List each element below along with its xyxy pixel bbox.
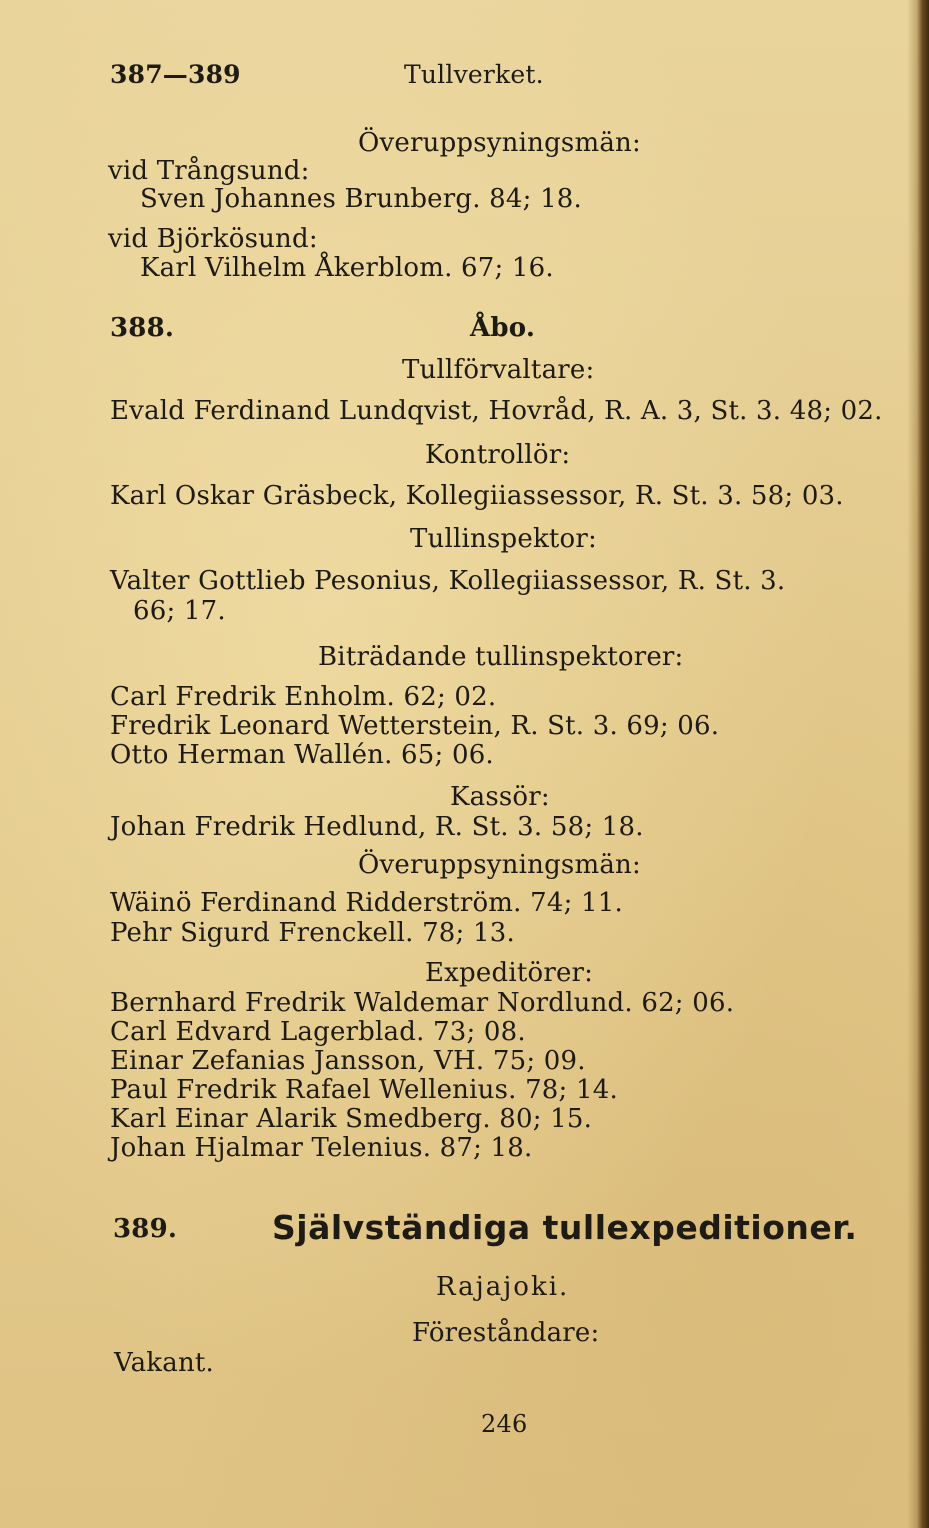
list-item: Carl Fredrik Enholm. 62; 02. [110,682,497,712]
heading-expeditorer: Expeditörer: [425,958,594,988]
person-hedlund: Johan Fredrik Hedlund, R. St. 3. 58; 18. [110,812,644,842]
page-range: 387—389 [110,60,241,89]
list-item: Johan Hjalmar Telenius. 87; 18. [110,1133,533,1163]
person-akerblom: Karl Vilhelm Åkerblom. 67; 16. [140,253,554,283]
heading-bitradande: Biträdande tullinspektorer: [318,642,684,672]
person-brunberg: Sven Johannes Brunberg. 84; 18. [140,184,583,214]
list-item: Pehr Sigurd Frenckell. 78; 13. [110,918,515,948]
section-title-sjalvstandiga: Självständiga tullexpeditioner. [272,1208,858,1247]
place-bjorkosund: vid Björkösund: [108,224,318,254]
heading-kontrollor: Kontrollör: [425,440,571,470]
place-trangsund: vid Trångsund: [108,156,310,186]
heading-kassor: Kassör: [450,782,550,812]
person-lundqvist: Evald Ferdinand Lundqvist, Hovråd, R. A. 3, St. 3. 48; 02. [110,396,883,426]
page-number: 246 [481,1410,528,1438]
section-number-388: 388. [110,313,175,343]
status-vakant: Vakant. [114,1348,215,1378]
list-item: Paul Fredrik Rafael Wellenius. 78; 14. [110,1075,618,1105]
heading-overuppsyningsman-387: Överuppsyningsmän: [358,128,641,158]
heading-tullforvaltare: Tullförvaltare: [402,355,595,385]
person-grasbeck: Karl Oskar Gräsbeck, Kollegiiassessor, R. St. 3. 58; 03. [110,481,844,511]
heading-tullinspektor: Tullinspektor: [410,524,597,554]
list-item: Otto Herman Wallén. 65; 06. [110,740,494,770]
list-item: Karl Einar Alarik Smedberg. 80; 15. [110,1104,593,1134]
section-place-abo: Åbo. [470,313,536,343]
person-pesonius-line1: Valter Gottlieb Pesonius, Kollegiiassessor, R. St. 3. [110,566,786,596]
list-item: Einar Zefanias Jansson, VH. 75; 09. [110,1046,586,1076]
section-number-389: 389. [113,1214,178,1244]
person-pesonius-line2: 66; 17. [133,596,226,626]
place-rajajoki: Rajajoki. [436,1272,570,1302]
list-item: Bernhard Fredrik Waldemar Nordlund. 62; 06. [110,988,735,1018]
heading-forestandare: Föreståndare: [412,1318,600,1348]
page-edge-shadow [907,0,929,1528]
list-item: Carl Edvard Lagerblad. 73; 08. [110,1017,526,1047]
running-title: Tullverket. [404,60,544,89]
list-item: Wäinö Ferdinand Ridderström. 74; 11. [110,888,623,918]
list-item: Fredrik Leonard Wetterstein, R. St. 3. 69; 06. [110,711,720,741]
heading-overuppsyningsman-388: Överuppsyningsmän: [358,850,641,880]
